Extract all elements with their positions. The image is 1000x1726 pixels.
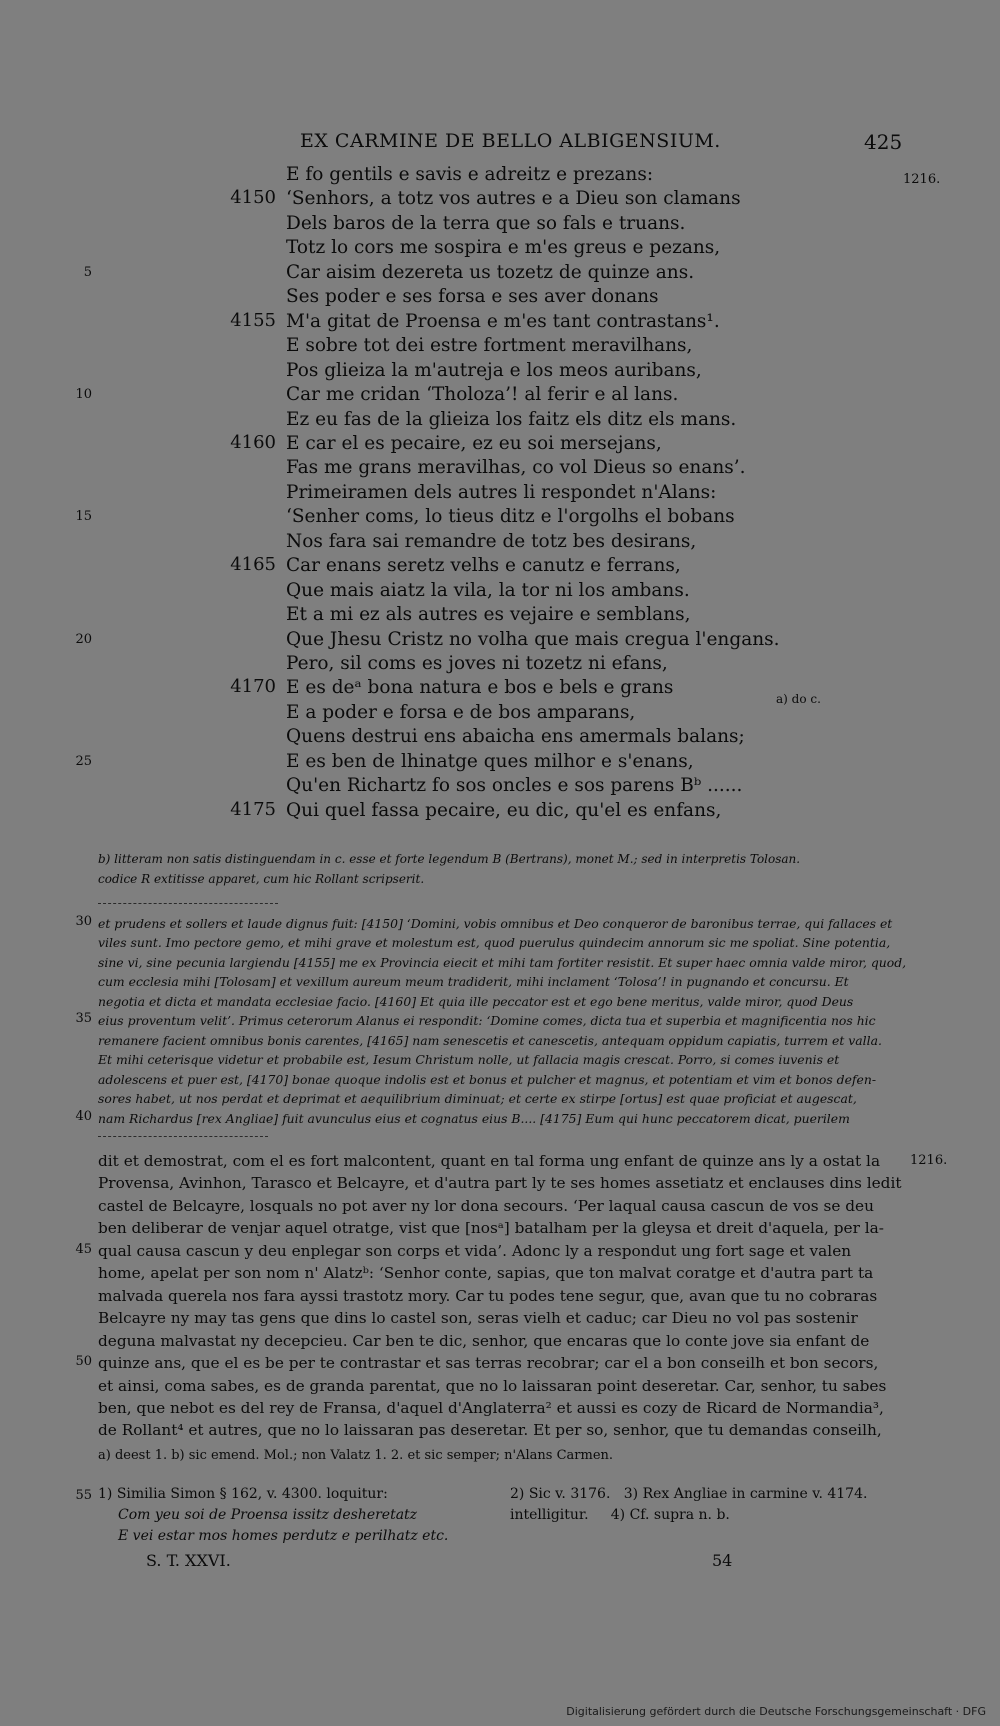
prose-line: Provensa, Avinhon, Tarasco et Belcayre, et d'autra part ly te ses homes assetiatz et enclauses dins ledit: [98, 1174, 902, 1193]
divider-rule: [98, 903, 278, 904]
verse-line: Fas me grans meravilhas, co vol Dieus so enans’.: [286, 457, 746, 479]
footer-banner: Digitalisierung gefördert durch die Deutsche Forschungsgemeinschaft · DFG: [566, 1705, 986, 1718]
prose-line: et ainsi, coma sabes, es de granda parentat, que no lo laissaran point deseretar. Car, senhor, tu sabes: [98, 1376, 887, 1395]
prose-line: qual causa cascun y deu enplegar son corps et vida’. Adonc ly a respondut ung fort sage et valen: [98, 1241, 852, 1260]
year-marker-prose: 1216.: [910, 1153, 948, 1168]
line-number: 40: [75, 1108, 92, 1124]
prose-line: malvada querela nos fara ayssi trastotz mory. Car tu podes tene segur, que, avan que tu no cobraras: [98, 1286, 878, 1305]
verse-line: Et a mi ez als autres es vejaire e semblans,: [286, 604, 691, 626]
bottom-note-left-line: Com yeu soi de Proensa issitz desheretatz: [118, 1507, 418, 1523]
translation-line: viles sunt. Imo pectore gemo, et mihi grave et molestum est, quod puerulus quindecim annorum sic me spoliat. Sine potentia,: [98, 935, 891, 951]
verse-line: Ez eu fas de la glieiza los faitz els ditz els mans.: [286, 408, 737, 430]
page-number: 425: [864, 130, 903, 154]
verse-line: E a poder e forsa e de bos amparans,: [286, 701, 636, 723]
signature-right: 54: [712, 1551, 733, 1570]
line-number: 25: [75, 753, 92, 769]
verse-line: E es deᵃ bona natura e bos e bels e grans: [286, 677, 674, 699]
verse-number: 4175: [230, 798, 276, 820]
line-number: 35: [75, 1011, 92, 1027]
running-header-title: EX CARMINE DE BELLO ALBIGENSIUM.: [300, 130, 721, 152]
verse-line: Dels baros de la terra que so fals e truans.: [286, 212, 686, 234]
verse-line: Quens destrui ens abaicha ens amermals balans;: [286, 726, 745, 748]
bottom-note-right-line: intelligitur. 4) Cf. supra n. b.: [510, 1507, 730, 1523]
verse-line: Pos glieiza la m'autreja e los meos auribans,: [286, 359, 702, 381]
verse-line: M'a gitat de Proensa e m'es tant contrastans¹.: [286, 310, 720, 332]
prose-line: deguna malvastat ny decepcieu. Car ben te dic, senhor, que encaras que lo conte jove sia enfant de: [98, 1331, 870, 1350]
line-number: 50: [75, 1354, 92, 1370]
line-number: 20: [75, 631, 92, 647]
prose-line: ben deliberar de venjar aquel otratge, vist que [nosᵃ] batalham per la gleysa et dreit d'aquela, per la-: [98, 1219, 884, 1238]
prose-line: ben, que nebot es del rey de Fransa, d'aquel d'Anglaterra² et aussi es cozy de Ricard de Normandia³,: [98, 1398, 884, 1417]
verse-line: Que Jhesu Cristz no volha que mais cregua l'engans.: [286, 628, 780, 650]
translation-line: sine vi, sine pecunia largiendu [4155] me ex Provincia eiecit et mihi tam fortiter resistit. Et super haec omnia valde miror, quod,: [98, 954, 907, 970]
prose-line: castel de Belcayre, losquals no pot aver ny lor dona secours. ‘Per laqual causa cascun de vos se deu: [98, 1196, 874, 1215]
verse-number: 4155: [230, 309, 276, 331]
verse-line: Qui quel fassa pecaire, eu dic, qu'el es enfans,: [286, 799, 722, 821]
verse-number: 4170: [230, 676, 276, 698]
verse-line: Car enans seretz velhs e canutz e ferrans,: [286, 555, 681, 577]
verse-line: Car me cridan ‘Tholoza’! al ferir e al lans.: [286, 384, 679, 406]
bottom-note-right-line: 2) Sic v. 3176. 3) Rex Angliae in carmine v. 4174.: [510, 1486, 868, 1502]
footnote-line: b) litteram non satis distinguendam in c. esse et forte legendum B (Bertrans), monet M.; sed in interpretis Tolosan.: [98, 852, 801, 866]
verse-line: ‘Senhors, a totz vos autres e a Dieu son clamans: [286, 188, 741, 210]
verse-line: Car aisim dezereta us tozetz de quinze ans.: [286, 261, 695, 283]
translation-line: eius proventum velit’. Primus ceterorum Alanus ei respondit: ‘Domine comes, dicta tua et superbia et magnificentia nos hic: [98, 1013, 876, 1029]
verse-line: Que mais aiatz la vila, la tor ni los ambans.: [286, 579, 690, 601]
verse-number: 4160: [230, 431, 276, 453]
translation-line: adolescens et puer est, [4170] bonae quoque indolis est et bonus et pulcher et magnus, et potentiam et vim et bonos defen-: [98, 1071, 877, 1087]
translation-line: et prudens et sollers et laude dignus fuit: [4150] ‘Domini, vobis omnibus et Deo conqueror de baronibus terrae, qui fallaces et: [98, 916, 893, 931]
verse-line: Totz lo cors me sospira e m'es greus e pezans,: [286, 237, 721, 259]
verse-line: ‘Senher coms, lo tieus ditz e l'orgolhs el bobans: [286, 506, 735, 528]
prose-footnote: a) deest 1. b) sic emend. Mol.; non Valatz 1. 2. et sic semper; n'Alans Carmen.: [98, 1448, 614, 1463]
translation-line: remanere facient omnibus bonis carentes, [4165] nam senescetis et canescetis, antequam oppidum capiatis, turrem et valla.: [98, 1032, 882, 1048]
line-number: 15: [75, 509, 92, 525]
bottom-line-number: 55: [75, 1488, 92, 1503]
translation-line: sores habet, ut nos perdat et deprimat et aequilibrium diminuat; et certe ex stirpe [ortus] est quae proficiat et augescat,: [98, 1091, 857, 1107]
verse-line: E fo gentils e savis e adreitz e prezans:: [286, 164, 654, 185]
verse-number: 4165: [230, 554, 276, 576]
side-note-a: a) do c.: [776, 692, 821, 706]
prose-line: home, apelat per son nom n' Alatzᵇ: ‘Senhor conte, sapias, que ton malvat coratge et d'autra part ta: [98, 1264, 874, 1283]
verse-line: Pero, sil coms es joves ni tozetz ni efans,: [286, 653, 668, 674]
line-number: 10: [75, 387, 92, 403]
verse-line: E es ben de lhinatge ques milhor e s'enans,: [286, 750, 694, 772]
translation-line: cum ecclesia mihi [Tolosam] et vexillum aureum meum tradiderit, mihi inclament ‘Tolosa’! in pugnando et concursu. Et: [98, 974, 849, 990]
verse-line: Ses poder e ses forsa e ses aver donans: [286, 286, 659, 308]
verse-line: E sobre tot dei estre fortment meravilhans,: [286, 335, 693, 357]
footnote-line: codice R extitisse apparet, cum hic Rollant scripserit.: [98, 872, 425, 886]
prose-line: de Rollant⁴ et autres, que no lo laissaran pas deseretar. Et per so, senhor, que tu demandas conseilh,: [98, 1421, 882, 1440]
verse-line: Primeiramen dels autres li respondet n'Alans:: [286, 481, 717, 503]
prose-line: dit et demostrat, com el es fort malcontent, quant en tal forma ung enfant de quinze ans ly a ostat la: [98, 1152, 881, 1170]
verse-line: Nos fara sai remandre de totz bes desirans,: [286, 530, 697, 552]
divider-rule: [98, 1136, 268, 1137]
prose-line: quinze ans, que el es be per te contrastar et sas terras recobrar; car el a bon conseilh et bon secors,: [98, 1354, 879, 1373]
verse-number: 4150: [230, 187, 276, 209]
prose-line: Belcayre ny may tas gens que dins lo castel son, seras vielh et caduc; car Dieu no vol pas sostenir: [98, 1309, 858, 1328]
translation-line: Et mihi ceterisque videtur et probabile est, Iesum Christum nolle, ut fallacia magis crescat. Porro, si comes iuvenis et: [98, 1052, 840, 1068]
signature-left: S. T. XXVI.: [146, 1551, 231, 1570]
year-marker-top: 1216.: [903, 172, 941, 187]
verse-line: E car el es pecaire, ez eu soi mersejans,: [286, 432, 662, 454]
bottom-note-left-line: E vei estar mos homes perdutz e perilhatz etc.: [118, 1528, 449, 1544]
line-number: 5: [83, 264, 92, 280]
bottom-note-left-line: 1) Similia Simon § 162, v. 4300. loquitur:: [98, 1486, 388, 1502]
line-number: 45: [75, 1241, 92, 1257]
verse-line: Qu'en Richartz fo sos oncles e sos parens Bᵇ ......: [286, 775, 743, 797]
line-number: 30: [75, 914, 92, 929]
translation-line: negotia et dicta et mandata ecclesiae facio. [4160] Et quia ille peccator est et ego bene meritus, valde miror, quod Deus: [98, 993, 854, 1009]
translation-line: nam Richardus [rex Angliae] fuit avunculus eius et cognatus eius B.... [4175] Eum qui hunc peccatorem dicat, puerilem: [98, 1110, 850, 1126]
